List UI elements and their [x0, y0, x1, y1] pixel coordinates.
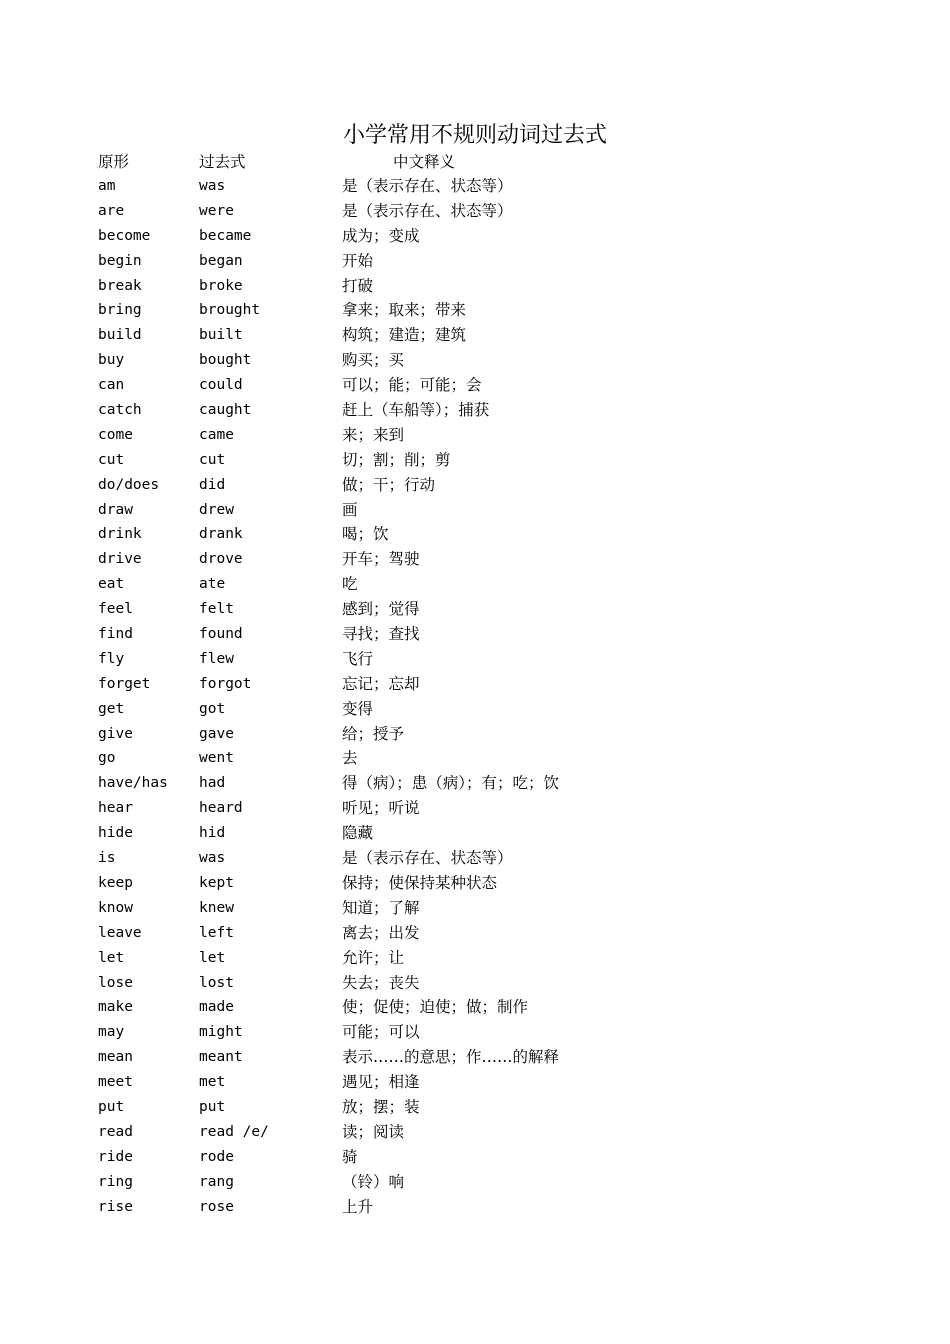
verb-meaning: 飞行 [342, 649, 374, 668]
verb-past-tense: lost [199, 974, 234, 991]
page-title [0, 121, 950, 151]
verb-base-form: bring [98, 302, 142, 319]
verb-meaning: 开始 [342, 251, 374, 270]
verb-base-form: go [98, 750, 116, 767]
verb-base-form: make [98, 999, 133, 1016]
verb-meaning: 拿来；取来；带来 [342, 301, 467, 320]
verb-base-form: leave [98, 924, 142, 941]
verb-base-form: have/has [98, 775, 168, 792]
verb-base-form: catch [98, 402, 142, 419]
verb-past-tense: found [199, 626, 243, 643]
table-row [0, 921, 950, 946]
verb-past-tense: were [199, 202, 234, 219]
verb-meaning: 遇见；相逢 [342, 1073, 420, 1092]
table-row [0, 597, 950, 622]
verb-meaning: 上升 [342, 1197, 374, 1216]
verb-meaning: 可以；能；可能；会 [342, 376, 482, 395]
verb-past-tense: rang [199, 1173, 234, 1190]
verb-meaning: 是（表示存在、状态等） [342, 849, 513, 868]
table-row [0, 746, 950, 771]
verb-base-form: is [98, 850, 116, 867]
verb-meaning: 隐藏 [342, 824, 374, 843]
verb-meaning: 离去；出发 [342, 923, 420, 942]
verb-past-tense: broke [199, 277, 243, 294]
table-row [0, 448, 950, 473]
verb-base-form: come [98, 426, 133, 443]
verb-past-tense: knew [199, 899, 234, 916]
page-title-text: 小学常用不规则动词过去式 [342, 123, 607, 148]
table-row [0, 821, 950, 846]
table-row [0, 622, 950, 647]
verb-meaning: 给；授予 [342, 724, 405, 743]
verb-past-tense: drew [199, 501, 234, 518]
verb-past-tense: made [199, 999, 234, 1016]
table-row [0, 398, 950, 423]
verb-past-tense: had [199, 775, 226, 792]
table-row [0, 547, 950, 572]
table-row [0, 1045, 950, 1070]
verb-meaning: 允许；让 [342, 948, 405, 967]
verb-base-form: read [98, 1123, 133, 1140]
table-row [0, 896, 950, 921]
verb-past-tense: went [199, 750, 234, 767]
verb-base-form: buy [98, 352, 125, 369]
table-row [0, 522, 950, 547]
table-row [0, 697, 950, 722]
verb-meaning: 忘记；忘却 [342, 674, 420, 693]
verb-meaning: 开车；驾驶 [342, 550, 420, 569]
verb-meaning: 来；来到 [342, 425, 405, 444]
verb-base-form: feel [98, 601, 133, 618]
verb-past-tense: read /e/ [199, 1123, 269, 1140]
verb-past-tense: might [199, 1024, 243, 1041]
table-row [0, 1070, 950, 1095]
verb-meaning: 可能；可以 [342, 1023, 420, 1042]
verb-base-form: rise [98, 1198, 133, 1215]
verb-base-form: do/does [98, 476, 160, 493]
verb-base-form: meet [98, 1074, 133, 1091]
verb-meaning: 读；阅读 [342, 1122, 405, 1141]
table-row [0, 796, 950, 821]
verb-base-form: ring [98, 1173, 133, 1190]
verb-base-form: build [98, 327, 142, 344]
verb-table [0, 174, 950, 1219]
table-header [0, 150, 950, 174]
verb-meaning: 变得 [342, 699, 374, 718]
table-row [0, 647, 950, 672]
verb-past-tense: brought [199, 302, 261, 319]
verb-past-tense: drove [199, 551, 243, 568]
verb-past-tense: felt [199, 601, 234, 618]
verb-base-form: are [98, 202, 125, 219]
verb-meaning: 切；割；削；剪 [342, 450, 451, 469]
verb-base-form: hide [98, 825, 133, 842]
table-row [0, 298, 950, 323]
table-row [0, 871, 950, 896]
verb-past-tense: built [199, 327, 243, 344]
verb-past-tense: put [199, 1098, 226, 1115]
verb-meaning: 吃 [342, 575, 358, 594]
table-row [0, 249, 950, 274]
verb-past-tense: met [199, 1074, 226, 1091]
verb-meaning: 感到；觉得 [342, 600, 420, 619]
table-row [0, 1145, 950, 1170]
table-row [0, 722, 950, 747]
verb-base-form: cut [98, 451, 125, 468]
verb-base-form: give [98, 725, 133, 742]
verb-meaning: （铃）响 [342, 1172, 405, 1191]
verb-past-tense: flew [199, 650, 234, 667]
table-row [0, 846, 950, 871]
table-row [0, 572, 950, 597]
verb-meaning: 放；摆；装 [342, 1097, 420, 1116]
verb-meaning: 听见；听说 [342, 799, 420, 818]
verb-base-form: mean [98, 1049, 133, 1066]
verb-meaning: 失去；丧失 [342, 973, 420, 992]
verb-meaning: 得（病）；患（病）；有；吃；饮 [342, 774, 560, 793]
verb-base-form: hear [98, 800, 133, 817]
verb-past-tense: hid [199, 825, 226, 842]
verb-past-tense: was [199, 178, 226, 194]
table-row [0, 1020, 950, 1045]
table-row [0, 946, 950, 971]
verb-base-form: put [98, 1098, 125, 1115]
verb-past-tense: forgot [199, 675, 252, 692]
verb-meaning: 喝；饮 [342, 525, 389, 544]
verb-base-form: let [98, 949, 125, 966]
table-row [0, 1095, 950, 1120]
verb-base-form: ride [98, 1148, 133, 1165]
verb-past-tense: bought [199, 352, 252, 369]
verb-base-form: lose [98, 974, 133, 991]
verb-meaning: 构筑；建造；建筑 [342, 326, 467, 345]
verb-base-form: fly [98, 650, 125, 667]
table-row [0, 1120, 950, 1145]
verb-base-form: begin [98, 252, 142, 269]
verb-meaning: 是（表示存在、状态等） [342, 177, 513, 195]
table-row [0, 498, 950, 523]
verb-past-tense: rode [199, 1148, 234, 1165]
verb-past-tense: caught [199, 402, 252, 419]
verb-base-form: keep [98, 874, 133, 891]
verb-past-tense: rose [199, 1198, 234, 1215]
verb-meaning: 是（表示存在、状态等） [342, 201, 513, 220]
verb-past-tense: drank [199, 526, 243, 543]
table-row [0, 771, 950, 796]
table-row [0, 373, 950, 398]
verb-base-form: drive [98, 551, 142, 568]
table-row [0, 971, 950, 996]
verb-base-form: break [98, 277, 142, 294]
verb-past-tense: got [199, 700, 226, 717]
table-row [0, 672, 950, 697]
verb-meaning: 做；干；行动 [342, 475, 436, 494]
verb-meaning: 知道；了解 [342, 898, 420, 917]
verb-meaning: 骑 [342, 1147, 358, 1166]
verb-meaning: 保持；使保持某种状态 [342, 873, 498, 892]
verb-past-tense: began [199, 252, 243, 269]
verb-base-form: forget [98, 675, 151, 692]
table-row [0, 423, 950, 448]
table-row [0, 473, 950, 498]
verb-base-form: drink [98, 526, 142, 543]
table-row [0, 199, 950, 224]
verb-past-tense: came [199, 426, 234, 443]
verb-past-tense: was [199, 850, 226, 867]
verb-base-form: get [98, 700, 125, 717]
verb-past-tense: became [199, 227, 252, 244]
verb-past-tense: cut [199, 451, 226, 468]
verb-past-tense: ate [199, 576, 226, 593]
verb-meaning: 购买；买 [342, 351, 405, 370]
table-row [0, 995, 950, 1020]
header-chinese-meaning: 中文释义 [393, 153, 456, 171]
verb-meaning: 画 [342, 500, 358, 519]
verb-meaning: 表示……的意思；作……的解释 [342, 1048, 560, 1067]
verb-meaning: 成为；变成 [342, 226, 420, 245]
verb-base-form: may [98, 1024, 125, 1041]
verb-past-tense: heard [199, 800, 243, 817]
verb-base-form: know [98, 899, 133, 916]
verb-past-tense: let [199, 949, 226, 966]
table-row [0, 224, 950, 249]
header-base-form: 原形 [98, 153, 130, 171]
table-row [0, 348, 950, 373]
verb-base-form: eat [98, 576, 125, 593]
table-row [0, 1195, 950, 1220]
verb-past-tense: kept [199, 874, 234, 891]
verb-meaning: 去 [342, 749, 358, 768]
table-row [0, 274, 950, 299]
verb-base-form: become [98, 227, 151, 244]
verb-meaning: 寻找；查找 [342, 625, 420, 644]
verb-meaning: 赶上（车船等）；捕获 [342, 401, 490, 420]
verb-meaning: 打破 [342, 276, 374, 295]
verb-past-tense: left [199, 924, 234, 941]
verb-base-form: can [98, 377, 125, 394]
verb-past-tense: gave [199, 725, 234, 742]
verb-base-form: draw [98, 501, 133, 518]
header-past-tense: 过去式 [199, 153, 246, 171]
table-row [0, 174, 950, 199]
verb-past-tense: did [199, 476, 226, 493]
verb-past-tense: meant [199, 1049, 243, 1066]
table-row [0, 323, 950, 348]
verb-meaning: 使；促使；迫使；做；制作 [342, 998, 529, 1017]
verb-past-tense: could [199, 377, 243, 394]
verb-base-form: find [98, 626, 133, 643]
table-row [0, 1170, 950, 1195]
verb-base-form: am [98, 178, 116, 194]
